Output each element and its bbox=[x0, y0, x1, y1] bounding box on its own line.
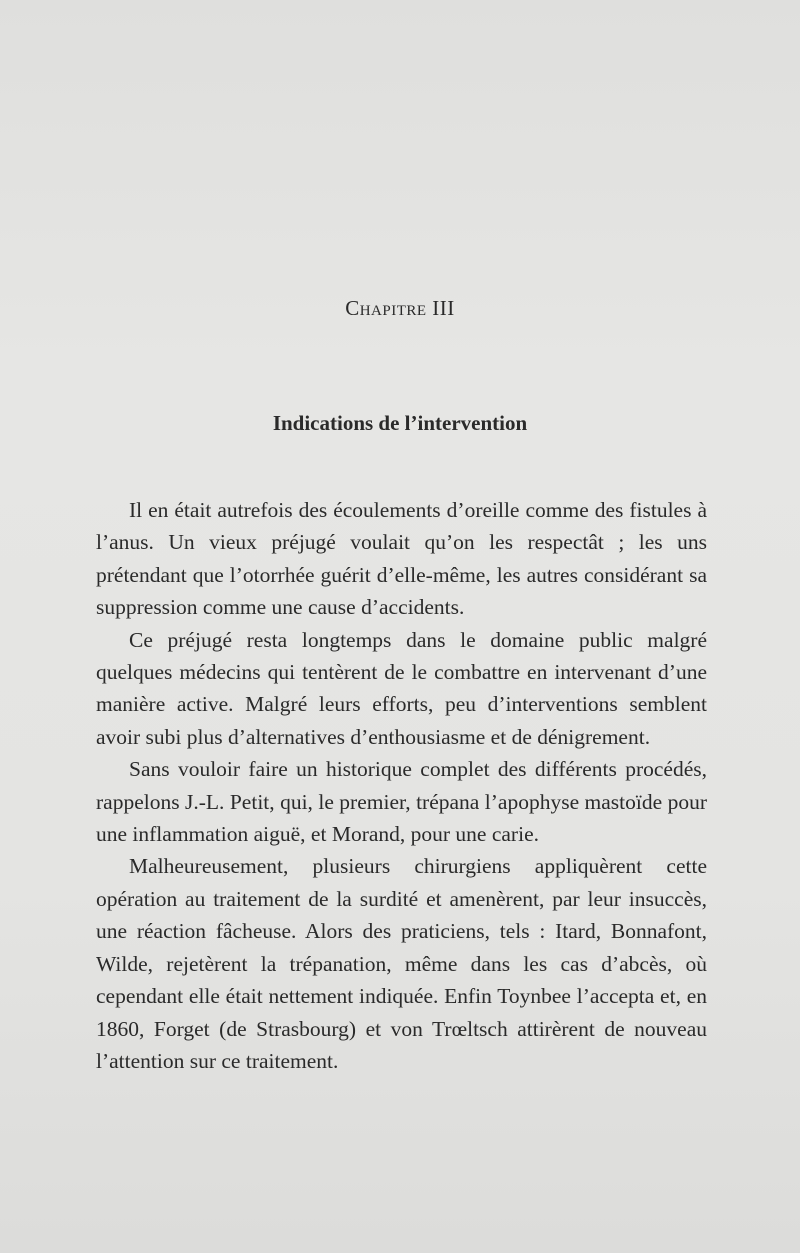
section-title: Indications de l’intervention bbox=[272, 411, 528, 435]
chapter-prefix: Chapitre bbox=[345, 296, 427, 320]
paragraph: Malheureusement, plusieurs chirurgiens appliquèrent cette opération au traitement de la surdité et amenèrent, par leur insuccès, une réaction fâcheuse. Alors des praticiens, tels : Itard, Bonnafont, Wilde, rejetèrent la trépanation, même dans les cas d’abcès, où cependant elle était nettement indiquée. Enfin Toynbee l’accepta et, en 1860, Forget (de Strasbourg) et von Trœltsch attirèrent de nouveau l’attention sur ce traitement. bbox=[96, 854, 707, 1073]
chapter-heading bbox=[0, 296, 800, 321]
paragraph: Sans vouloir faire un historique complet des différents procédés, rappelons J.-L. Petit, qui, le premier, trépana l’apophyse mastoïde pour une inflammation aiguë, et Morand, pour une carie. bbox=[96, 757, 707, 847]
body-text bbox=[96, 494, 707, 1077]
chapter-number: III bbox=[432, 296, 455, 320]
paragraph: Ce préjugé resta longtemps dans le domaine public malgré quelques médecins qui tentèrent de le combattre en intervenant d’une manière active. Malgré leurs efforts, peu d’interventions semblent avoir subi plus d’alternatives d’enthousiasme et de dénigrement. bbox=[96, 627, 707, 749]
paragraph: Il en était autrefois des écoulements d’oreille comme des fistules à l’anus. Un vieux préjugé voulait qu’on les respectât ; les uns prétendant que l’otorrhée guérit d’elle-même, les autres considérant sa suppression comme une cause d’accidents. bbox=[96, 498, 707, 620]
